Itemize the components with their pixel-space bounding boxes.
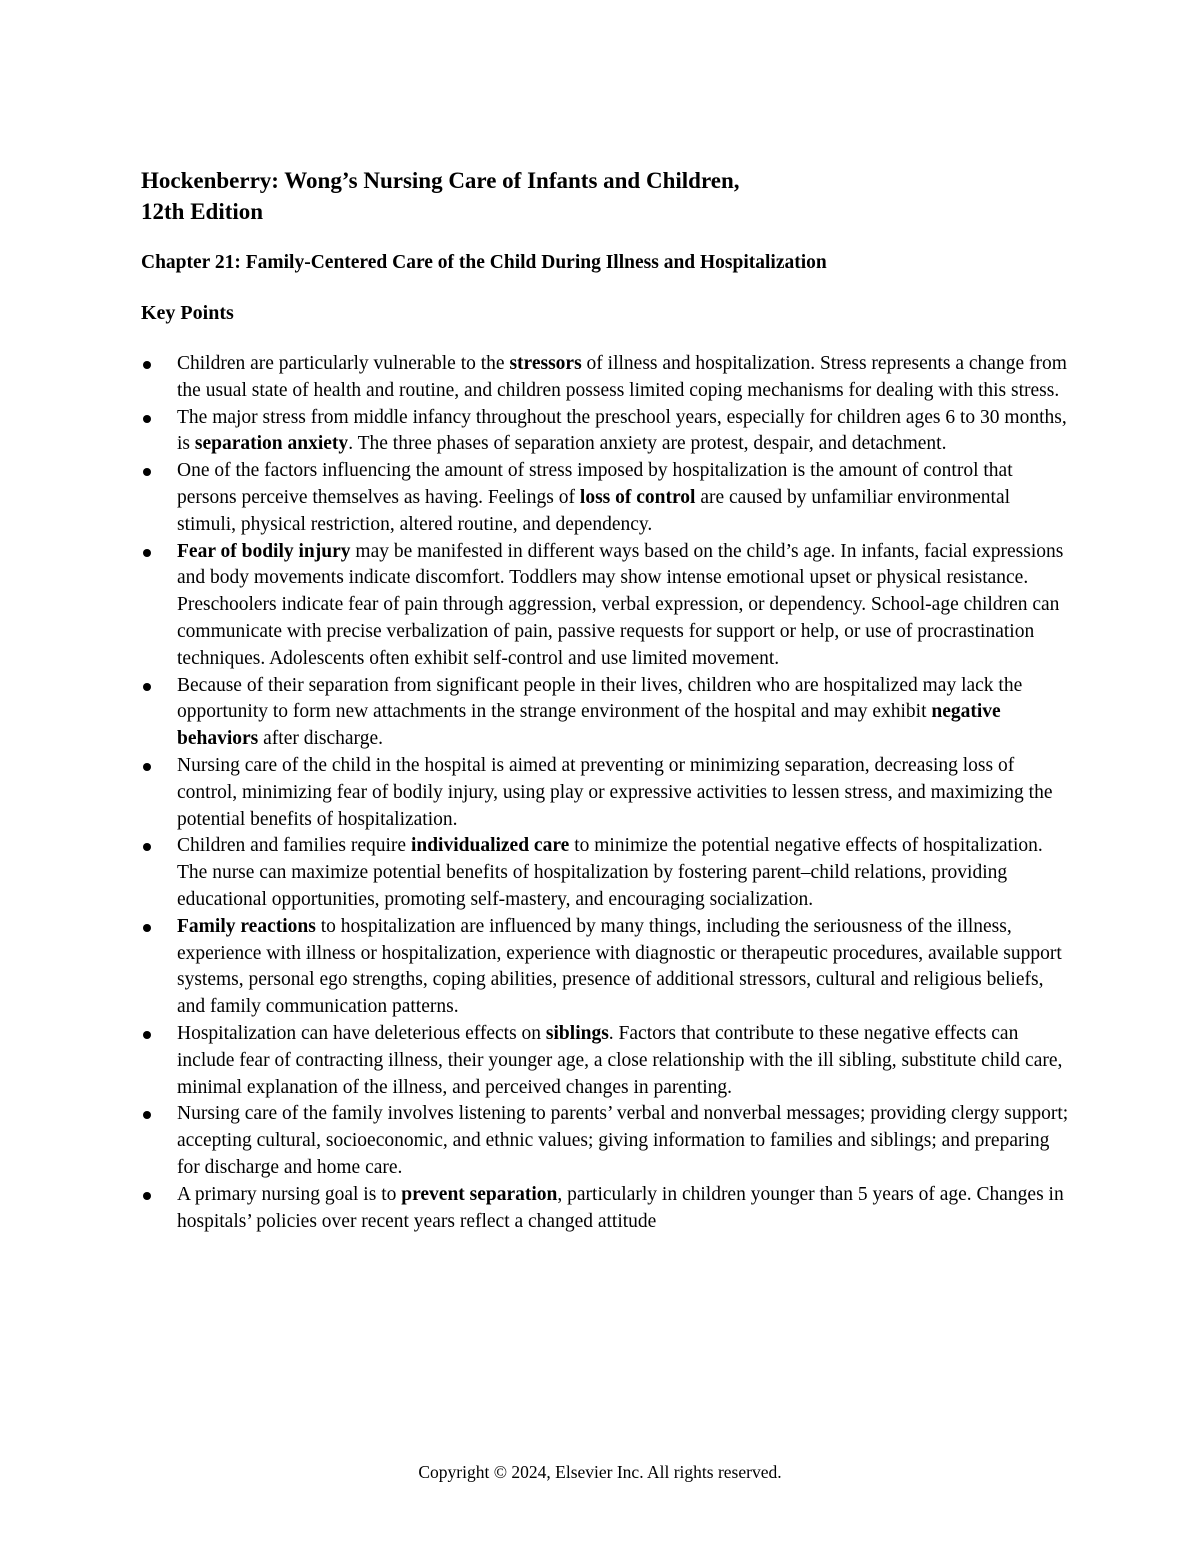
- bullet-icon: [143, 924, 151, 932]
- list-item: Hospitalization can have deleterious effects on siblings. Factors that contribute to these negative effects can include fear of contracting illness, their younger age, a close relationship with the ill sibling, substitute child care, minimal explanation of the illness, and perceived changes in parenting.: [141, 1021, 1071, 1101]
- title-line-1: Hockenberry: Wong’s Nursing Care of Infants and Children,: [141, 168, 740, 193]
- section-heading-key-points: Key Points: [141, 302, 234, 324]
- list-item: Because of their separation from significant people in their lives, children who are hospitalized may lack the opportunity to form new attachments in the strange environment of the hospital and may exhibit negative behaviors after discharge.: [141, 673, 1071, 753]
- title-line-2: 12th Edition: [141, 199, 264, 224]
- bullet-icon: [143, 361, 151, 369]
- list-item: Nursing care of the family involves listening to parents’ verbal and nonverbal messages; providing clergy support; accepting cultural, socioeconomic, and ethnic values; giving information to families and siblings; and preparing for discharge and home care.: [141, 1101, 1071, 1181]
- list-item: Nursing care of the child in the hospital is aimed at preventing or minimizing separation, decreasing loss of control, minimizing fear of bodily injury, using play or expressive activities to lessen stress, and maximizing the potential benefits of hospitalization.: [141, 753, 1071, 833]
- list-item: Children and families require individualized care to minimize the potential negative effects of hospitalization. The nurse can maximize potential benefits of hospitalization by fostering parent–child relations, providing educational opportunities, promoting self-mastery, and encouraging socialization.: [141, 833, 1071, 913]
- bullet-icon: [143, 1031, 151, 1039]
- list-item: Children are particularly vulnerable to the stressors of illness and hospitalization. Stress represents a change from the usual state of health and routine, and children possess limited coping mechanisms for dealing with this stress.: [141, 351, 1071, 405]
- bullet-icon: [143, 763, 151, 771]
- bullet-icon: [143, 1111, 151, 1119]
- key-points-list: [141, 351, 1071, 1235]
- bullet-icon: [143, 843, 151, 851]
- bullet-icon: [143, 468, 151, 476]
- list-item: Family reactions to hospitalization are influenced by many things, including the seriousness of the illness, experience with illness or hospitalization, experience with diagnostic or therapeutic procedures, available support systems, personal ego strengths, coping abilities, presence of additional stressors, cultural and religious beliefs, and family communication patterns.: [141, 914, 1071, 1021]
- document-title: [141, 165, 1101, 227]
- chapter-heading: Chapter 21: Family-Centered Care of the Child During Illness and Hospitalization: [141, 252, 827, 273]
- list-item: One of the factors influencing the amount of stress imposed by hospitalization is the amount of control that persons perceive themselves as having. Feelings of loss of control are caused by unfamiliar environmental stimuli, physical restriction, altered routine, and dependency.: [141, 458, 1071, 538]
- list-item: A primary nursing goal is to prevent separation, particularly in children younger than 5 years of age. Changes in hospitals’ policies over recent years reflect a changed attitude: [141, 1182, 1071, 1236]
- bullet-icon: [143, 1192, 151, 1200]
- bullet-icon: [143, 683, 151, 691]
- copyright-footer: Copyright © 2024, Elsevier Inc. All rights reserved.: [418, 1462, 782, 1482]
- bullet-icon: [143, 415, 151, 423]
- list-item: Fear of bodily injury may be manifested in different ways based on the child’s age. In infants, facial expressions and body movements indicate discomfort. Toddlers may show intense emotional upset or physical resistance. Preschoolers indicate fear of pain through aggression, verbal expression, or dependency. School-age children can communicate with precise verbalization of pain, passive requests for support or help, or use of procrastination techniques. Adolescents often exhibit self-control and use limited movement.: [141, 539, 1071, 673]
- list-item: The major stress from middle infancy throughout the preschool years, especially for children ages 6 to 30 months, is separation anxiety. The three phases of separation anxiety are protest, despair, and detachment.: [141, 405, 1071, 459]
- bullet-icon: [143, 549, 151, 557]
